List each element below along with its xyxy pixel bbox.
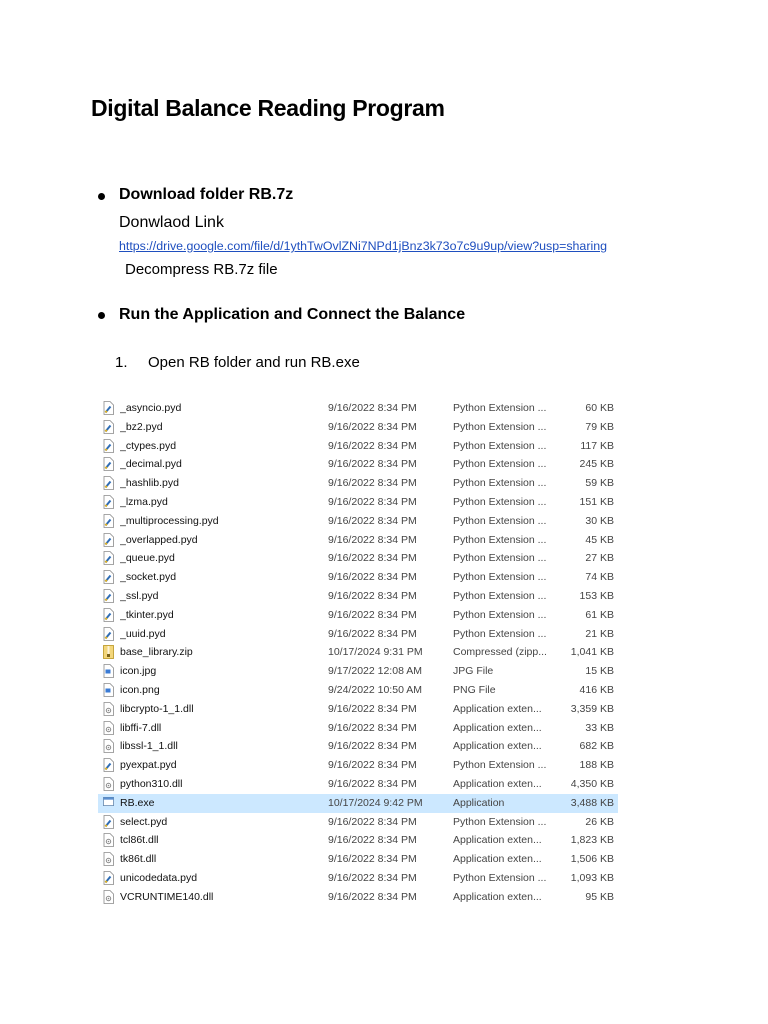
file-name: RB.exe	[120, 796, 155, 809]
file-row[interactable]	[98, 756, 618, 775]
file-type: Application exten...	[453, 702, 542, 715]
download-url-link[interactable]: https://drive.google.com/file/d/1ythTwOvlZNi7NPd1jBnz3k73o7c9u9up/view?usp=sharing	[119, 239, 607, 253]
file-type: Python Extension ...	[453, 495, 547, 508]
file-date: 10/17/2024 9:31 PM	[328, 646, 423, 659]
python-file-icon	[103, 476, 114, 490]
file-row[interactable]	[98, 625, 618, 644]
python-file-icon	[103, 533, 114, 547]
file-name: pyexpat.pyd	[120, 759, 177, 772]
file-type: Python Extension ...	[453, 759, 547, 772]
file-date: 9/16/2022 8:34 PM	[328, 815, 417, 828]
file-date: 9/16/2022 8:34 PM	[328, 439, 417, 452]
file-size: 1,041 KB	[570, 646, 614, 659]
file-type: PNG File	[453, 683, 496, 696]
python-file-icon	[103, 514, 114, 528]
file-name: libssl-1_1.dll	[120, 740, 178, 753]
file-row[interactable]	[98, 813, 618, 832]
file-name: icon.jpg	[120, 665, 157, 678]
dll-file-icon	[103, 739, 114, 753]
file-size: 1,506 KB	[570, 853, 614, 866]
file-date: 9/16/2022 8:34 PM	[328, 571, 417, 584]
file-row[interactable]	[98, 455, 618, 474]
file-row[interactable]	[98, 888, 618, 907]
file-name: _overlapped.pyd	[120, 533, 198, 546]
file-date: 9/16/2022 8:34 PM	[328, 477, 417, 490]
file-name: _uuid.pyd	[120, 627, 166, 640]
file-date: 9/16/2022 8:34 PM	[328, 514, 417, 527]
file-size: 74 KB	[585, 571, 614, 584]
python-file-icon	[103, 815, 114, 829]
file-type: Python Extension ...	[453, 477, 547, 490]
python-file-icon	[103, 401, 114, 415]
file-size: 3,359 KB	[570, 702, 614, 715]
python-file-icon	[103, 495, 114, 509]
python-file-icon	[103, 758, 114, 772]
file-row[interactable]	[98, 418, 618, 437]
file-name: _asyncio.pyd	[120, 402, 182, 414]
file-type: Application exten...	[453, 834, 542, 847]
file-type: Python Extension ...	[453, 533, 547, 546]
file-type: Python Extension ...	[453, 627, 547, 640]
file-date: 9/16/2022 8:34 PM	[328, 721, 417, 734]
file-size: 26 KB	[585, 815, 614, 828]
file-row[interactable]	[98, 493, 618, 512]
file-row[interactable]	[98, 643, 618, 662]
file-row[interactable]	[98, 606, 618, 625]
file-name: select.pyd	[120, 815, 168, 828]
file-name: libffi-7.dll	[120, 721, 162, 734]
file-name: VCRUNTIME140.dll	[120, 890, 214, 903]
file-date: 9/16/2022 8:34 PM	[328, 402, 417, 414]
dll-file-icon	[103, 890, 114, 904]
file-size: 1,093 KB	[570, 871, 614, 884]
file-name: python310.dll	[120, 777, 183, 790]
file-type: Application exten...	[453, 740, 542, 753]
file-row[interactable]	[98, 850, 618, 869]
file-name: _queue.pyd	[120, 552, 175, 565]
file-size: 61 KB	[585, 608, 614, 621]
python-file-icon	[103, 457, 114, 471]
python-file-icon	[103, 570, 114, 584]
file-type: Python Extension ...	[453, 420, 547, 433]
file-size: 21 KB	[585, 627, 614, 640]
file-type: Python Extension ...	[453, 514, 547, 527]
file-date: 10/17/2024 9:42 PM	[328, 796, 423, 809]
file-name: icon.png	[120, 683, 160, 696]
file-row[interactable]	[98, 512, 618, 531]
file-type: Application exten...	[453, 721, 542, 734]
file-row[interactable]	[98, 737, 618, 756]
file-type: Python Extension ...	[453, 608, 547, 621]
file-size: 188 KB	[579, 759, 614, 772]
file-row[interactable]	[98, 719, 618, 738]
file-row[interactable]	[98, 831, 618, 850]
file-type: Compressed (zipp...	[453, 646, 547, 659]
file-row[interactable]	[98, 775, 618, 794]
file-name: unicodedata.pyd	[120, 871, 198, 884]
file-row[interactable]	[98, 700, 618, 719]
python-file-icon	[103, 551, 114, 565]
file-row[interactable]	[98, 531, 618, 550]
file-date: 9/16/2022 8:34 PM	[328, 552, 417, 565]
file-size: 4,350 KB	[570, 777, 614, 790]
file-name: _socket.pyd	[120, 571, 177, 584]
python-file-icon	[103, 627, 114, 641]
file-type: Python Extension ...	[453, 402, 547, 414]
file-row[interactable]	[98, 568, 618, 587]
file-name: libcrypto-1_1.dll	[120, 702, 194, 715]
dll-file-icon	[103, 702, 114, 716]
file-type: Application exten...	[453, 777, 542, 790]
file-date: 9/16/2022 8:34 PM	[328, 740, 417, 753]
file-name: _ssl.pyd	[120, 589, 159, 602]
python-file-icon	[103, 871, 114, 885]
file-date: 9/16/2022 8:34 PM	[328, 458, 417, 471]
zip-file-icon	[103, 645, 114, 659]
image-file-icon	[103, 664, 114, 678]
file-type: JPG File	[453, 665, 494, 678]
file-size: 59 KB	[585, 477, 614, 490]
python-file-icon	[103, 608, 114, 622]
file-size: 1,823 KB	[570, 834, 614, 847]
file-date: 9/16/2022 8:34 PM	[328, 702, 417, 715]
file-row[interactable]	[98, 869, 618, 888]
file-size: 95 KB	[585, 890, 614, 903]
file-size: 27 KB	[585, 552, 614, 565]
file-row[interactable]	[98, 474, 618, 493]
file-date: 9/16/2022 8:34 PM	[328, 777, 417, 790]
section-heading-download: Download folder RB.7z	[119, 186, 294, 203]
file-size: 245 KB	[579, 458, 614, 471]
file-size: 33 KB	[585, 721, 614, 734]
file-list	[98, 399, 618, 907]
dll-file-icon	[103, 833, 114, 847]
file-row[interactable]	[98, 549, 618, 568]
file-date: 9/16/2022 8:34 PM	[328, 420, 417, 433]
file-type: Python Extension ...	[453, 871, 547, 884]
file-name: base_library.zip	[120, 646, 193, 659]
step-number: 1.	[115, 354, 128, 371]
file-type: Application	[453, 796, 505, 809]
file-row[interactable]	[98, 587, 618, 606]
file-type: Python Extension ...	[453, 571, 547, 584]
file-size: 682 KB	[579, 740, 614, 753]
file-name: _decimal.pyd	[120, 458, 182, 471]
dll-file-icon	[103, 777, 114, 791]
file-date: 9/16/2022 8:34 PM	[328, 533, 417, 546]
page-title: Digital Balance Reading Program	[91, 95, 445, 121]
file-size: 153 KB	[579, 589, 614, 602]
file-name: _multiprocessing.pyd	[120, 514, 219, 527]
file-row[interactable]	[98, 662, 618, 681]
file-date: 9/16/2022 8:34 PM	[328, 589, 417, 602]
file-date: 9/17/2022 12:08 AM	[328, 665, 422, 678]
python-file-icon	[103, 589, 114, 603]
exe-file-icon	[103, 796, 114, 810]
python-file-icon	[103, 420, 114, 434]
file-name: tk86t.dll	[120, 853, 157, 866]
file-date: 9/16/2022 8:34 PM	[328, 608, 417, 621]
file-type: Python Extension ...	[453, 458, 547, 471]
file-type: Python Extension ...	[453, 589, 547, 602]
download-link-label: Donwlaod Link	[119, 214, 224, 231]
file-name: _tkinter.pyd	[120, 608, 174, 621]
file-row[interactable]	[98, 437, 618, 456]
python-file-icon	[103, 439, 114, 453]
section-heading-run: Run the Application and Connect the Balance	[119, 306, 466, 323]
file-size: 30 KB	[585, 514, 614, 527]
file-date: 9/16/2022 8:34 PM	[328, 890, 417, 903]
bullet-icon	[98, 312, 105, 319]
dll-file-icon	[103, 852, 114, 866]
file-size: 117 KB	[580, 439, 614, 452]
file-name: tcl86t.dll	[120, 834, 159, 847]
dll-file-icon	[103, 721, 114, 735]
file-type: Application exten...	[453, 853, 542, 866]
bullet-icon	[98, 193, 105, 200]
file-size: 151 KB	[579, 495, 614, 508]
file-type: Python Extension ...	[453, 552, 547, 565]
file-row[interactable]	[98, 794, 618, 813]
file-date: 9/24/2022 10:50 AM	[328, 683, 422, 696]
file-type: Application exten...	[453, 890, 542, 903]
image-file-icon	[103, 683, 114, 697]
file-date: 9/16/2022 8:34 PM	[328, 495, 417, 508]
file-type: Python Extension ...	[453, 439, 547, 452]
file-size: 60 KB	[585, 402, 614, 414]
file-row[interactable]	[98, 681, 618, 700]
step-1-text: Open RB folder and run RB.exe	[148, 354, 360, 371]
file-date: 9/16/2022 8:34 PM	[328, 834, 417, 847]
file-date: 9/16/2022 8:34 PM	[328, 759, 417, 772]
file-size: 79 KB	[585, 420, 614, 433]
decompress-note: Decompress RB.7z file	[125, 261, 278, 278]
file-name: _bz2.pyd	[120, 420, 163, 433]
file-size: 15 KB	[585, 665, 614, 678]
file-name: _hashlib.pyd	[120, 477, 179, 490]
file-size: 45 KB	[585, 533, 614, 546]
file-size: 416 KB	[579, 683, 614, 696]
file-name: _lzma.pyd	[120, 495, 168, 508]
file-size: 3,488 KB	[570, 796, 614, 809]
file-date: 9/16/2022 8:34 PM	[328, 853, 417, 866]
file-date: 9/16/2022 8:34 PM	[328, 871, 417, 884]
file-date: 9/16/2022 8:34 PM	[328, 627, 417, 640]
file-row[interactable]	[98, 399, 618, 418]
file-type: Python Extension ...	[453, 815, 547, 828]
file-name: _ctypes.pyd	[120, 439, 177, 452]
